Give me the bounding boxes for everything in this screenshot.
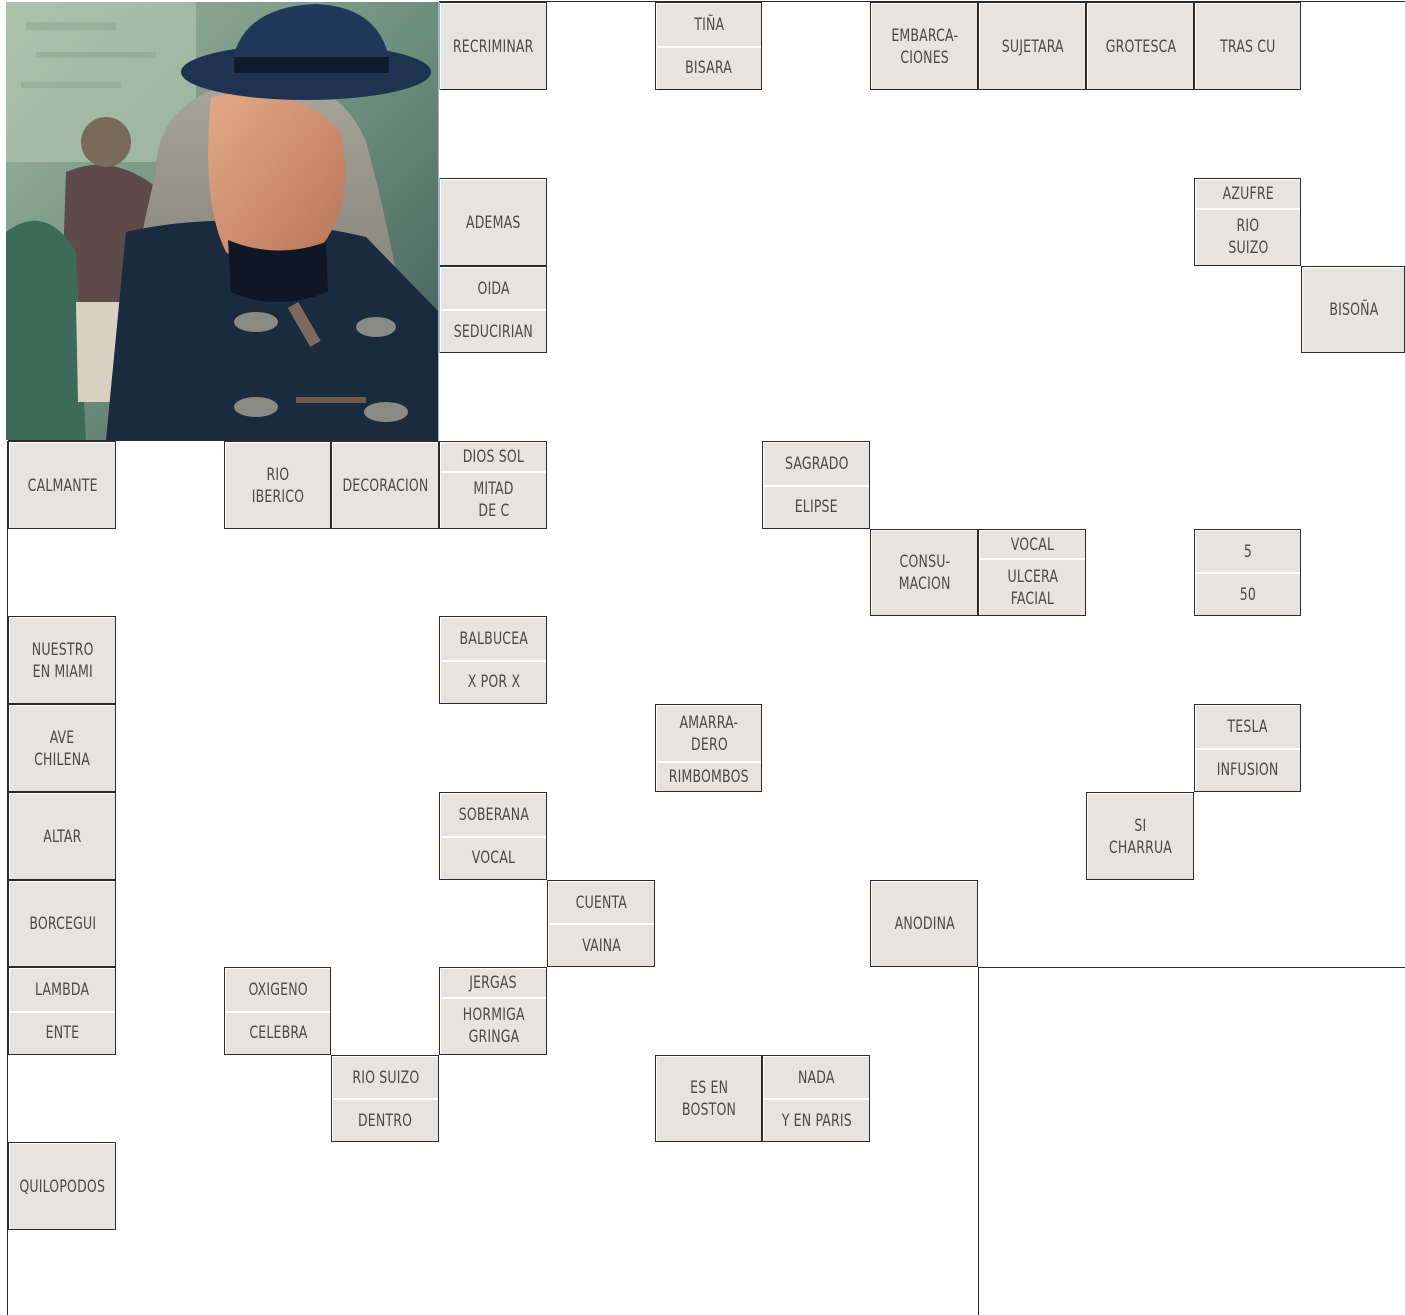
clue-text: OIDA (477, 278, 510, 299)
clue-text: DERO (690, 734, 728, 755)
clue-text: VOCAL (471, 848, 516, 869)
answer-cell[interactable] (116, 1142, 224, 1230)
clue-cell (1088, 4, 1193, 89)
clue-cell (1196, 706, 1300, 791)
clue-cell (657, 706, 761, 791)
clue-cell (441, 4, 546, 89)
clue-definition (10, 1144, 115, 1229)
clue-definition (333, 1057, 438, 1100)
answer-cell[interactable] (331, 529, 439, 616)
clue-text: JERGAS (469, 972, 518, 993)
clue-definition (226, 1013, 330, 1055)
clue-definition (441, 311, 546, 352)
clue-text: EMBARCA- (891, 25, 958, 46)
answer-cell[interactable] (547, 441, 655, 529)
clue-text: AVE (50, 727, 75, 748)
clue-text: GROTESCA (1105, 36, 1176, 57)
answer-cell[interactable] (1086, 353, 1194, 441)
answer-cell[interactable] (331, 616, 439, 704)
clue-text: EN MIAMI (32, 661, 93, 682)
clue-text: BISOÑA (1328, 300, 1379, 320)
answer-cell[interactable] (116, 704, 224, 792)
clue-cell (872, 531, 977, 615)
clue-text: ANODINA (894, 914, 955, 934)
clue-definition (10, 969, 115, 1013)
clue-text: ADEMAS (466, 212, 521, 233)
clue-cell (10, 882, 115, 966)
answer-cell[interactable] (331, 792, 439, 880)
answer-cell[interactable] (1086, 441, 1194, 529)
answer-cell[interactable] (870, 90, 978, 178)
clue-cell (980, 4, 1085, 89)
answer-cell[interactable] (224, 1142, 331, 1230)
answer-cell[interactable] (655, 266, 762, 353)
clue-definition (441, 838, 546, 880)
answer-cell[interactable] (1086, 704, 1194, 792)
clue-text: QUILOPODOS (19, 1176, 106, 1197)
answer-cell[interactable] (1086, 266, 1194, 353)
clue-text: RIO SUIZO (351, 1067, 420, 1088)
answer-cell[interactable] (331, 1142, 439, 1230)
clue-cell (1196, 531, 1300, 615)
clue-text: DECORACION (342, 475, 429, 496)
clue-definition (657, 48, 761, 90)
answer-cell[interactable] (224, 616, 331, 704)
clue-text: DIOS SOL (462, 446, 525, 467)
answer-cell[interactable] (1086, 616, 1194, 704)
clue-cell (10, 969, 115, 1054)
clue-text: INFUSION (1217, 760, 1279, 781)
answer-cell[interactable] (224, 1055, 331, 1142)
answer-cell[interactable] (1194, 441, 1301, 529)
answer-cell[interactable] (439, 1142, 547, 1230)
answer-cell[interactable] (655, 441, 762, 529)
clue-text: RIMBOMBOS (669, 767, 749, 788)
clue-text: ENTE (45, 1023, 80, 1044)
answer-cell[interactable] (439, 90, 547, 178)
answer-cell[interactable] (224, 704, 331, 792)
answer-cell[interactable] (655, 1142, 762, 1230)
answer-cell[interactable] (655, 880, 762, 967)
answer-cell[interactable] (224, 880, 331, 967)
answer-cell[interactable] (762, 529, 870, 616)
clue-definition (226, 969, 330, 1013)
clue-text: LAMBDA (35, 979, 90, 1000)
clue-definition (764, 1057, 869, 1100)
clue-text: BALBUCEA (459, 628, 528, 649)
clue-text: DE C (478, 501, 509, 522)
answer-cell[interactable] (547, 704, 655, 792)
clue-definition (657, 706, 761, 763)
answer-cell[interactable] (978, 880, 1086, 967)
clue-text: IBERICO (251, 486, 305, 507)
clue-cell (441, 180, 546, 265)
answer-cell[interactable] (870, 1142, 978, 1230)
answer-cell[interactable] (762, 616, 870, 704)
clue-definition (657, 763, 761, 791)
answer-cell[interactable] (439, 353, 547, 441)
clue-cell (10, 1144, 115, 1229)
clue-definition (226, 443, 330, 528)
answer-cell[interactable] (870, 704, 978, 792)
answer-cell[interactable] (116, 1230, 224, 1315)
clue-text: GRINGA (468, 1027, 519, 1048)
answer-cell[interactable] (655, 616, 762, 704)
clue-text: SOBERANA (458, 804, 529, 825)
clue-text: SEDUCIRIAN (453, 321, 534, 342)
answer-cell[interactable] (762, 353, 870, 441)
clue-cell (10, 794, 115, 879)
answer-cell[interactable] (116, 616, 224, 704)
answer-cell[interactable] (1301, 178, 1405, 266)
clue-cell (333, 443, 438, 528)
clue-cell (872, 4, 977, 89)
clue-definition (333, 1100, 438, 1141)
clue-definition (1196, 574, 1300, 615)
clue-cell (10, 443, 115, 528)
clue-cell (226, 969, 330, 1054)
answer-cell[interactable] (8, 1055, 116, 1142)
answer-cell[interactable] (439, 1230, 547, 1315)
answer-cell[interactable] (655, 792, 762, 880)
answer-cell[interactable] (1194, 616, 1301, 704)
answer-cell[interactable] (870, 441, 978, 529)
clue-text: CALMANTE (27, 475, 98, 496)
clue-definition (333, 443, 438, 528)
clue-text: TESLA (1227, 716, 1269, 737)
clue-text: NUESTRO (31, 639, 94, 660)
clue-cell (10, 706, 115, 791)
clue-definition (1196, 750, 1300, 792)
clue-definition (980, 560, 1085, 615)
answer-cell[interactable] (439, 1055, 547, 1142)
answer-cell[interactable] (762, 2, 870, 90)
answer-cell[interactable] (1301, 704, 1405, 792)
answer-cell[interactable] (116, 792, 224, 880)
clue-text: SAGRADO (784, 453, 849, 474)
answer-cell[interactable] (978, 353, 1086, 441)
clue-cell (657, 4, 761, 89)
answer-cell[interactable] (1301, 529, 1405, 616)
clue-definition (1196, 4, 1300, 89)
answer-cell[interactable] (1194, 792, 1301, 880)
answer-cell[interactable] (762, 792, 870, 880)
clue-cell (10, 618, 115, 703)
clue-text: CUENTA (575, 892, 628, 913)
clue-definition (657, 4, 761, 48)
clue-text: ULCERA (1007, 566, 1058, 587)
clue-text: TRAS CU (1220, 36, 1276, 57)
answer-cell[interactable] (870, 1230, 978, 1315)
clue-text: SUJETARA (1001, 36, 1064, 57)
clue-definition (549, 882, 654, 925)
answer-cell[interactable] (762, 1230, 870, 1315)
clue-cell (441, 969, 546, 1054)
clue-definition (10, 1013, 115, 1055)
answer-cell[interactable] (762, 266, 870, 353)
clue-definition (1088, 4, 1193, 89)
answer-cell[interactable] (116, 1055, 224, 1142)
clue-definition (549, 925, 654, 966)
clue-text: 5 (1243, 541, 1253, 562)
clue-text: Y EN PARIS (781, 1110, 852, 1131)
clue-definition (441, 969, 546, 999)
clue-text: DENTRO (358, 1110, 413, 1131)
clue-definition (872, 531, 977, 615)
clue-text: BISARA (685, 58, 733, 79)
clue-text: SI (1134, 815, 1147, 836)
answer-cell[interactable] (116, 529, 224, 616)
answer-cell[interactable] (439, 704, 547, 792)
clue-text: CHILENA (34, 749, 91, 770)
answer-cell[interactable] (978, 266, 1086, 353)
clue-cell (980, 531, 1085, 615)
clue-definition (657, 1057, 761, 1141)
clue-text: FACIAL (1010, 588, 1055, 609)
clue-text: VAINA (582, 935, 621, 956)
answer-cell[interactable] (116, 967, 224, 1055)
answer-cell[interactable] (547, 1142, 655, 1230)
answer-cell[interactable] (547, 616, 655, 704)
clue-text: RIO (266, 464, 290, 485)
clue-definition (10, 443, 115, 528)
answer-cell[interactable] (547, 2, 655, 90)
clue-definition (441, 443, 546, 473)
clue-cell (333, 1057, 438, 1141)
clue-definition (441, 4, 546, 89)
answer-cell[interactable] (655, 178, 762, 266)
clue-definition (441, 473, 546, 528)
answer-cell[interactable] (8, 529, 116, 616)
answer-cell[interactable] (1086, 880, 1194, 967)
clue-cell (441, 268, 546, 352)
answer-cell[interactable] (978, 441, 1086, 529)
answer-cell[interactable] (655, 353, 762, 441)
clue-cell (764, 443, 869, 528)
clue-text: MACION (898, 574, 951, 594)
clue-text: AMARRA- (679, 712, 739, 733)
answer-cell[interactable] (1301, 2, 1405, 90)
clue-text: BORCEGUI (29, 914, 96, 934)
answer-cell[interactable] (8, 1230, 116, 1315)
answer-cell[interactable] (331, 967, 439, 1055)
answer-cell[interactable] (439, 529, 547, 616)
answer-cell[interactable] (1194, 90, 1301, 178)
clue-text: ELIPSE (794, 497, 839, 518)
answer-cell[interactable] (870, 353, 978, 441)
answer-cell[interactable] (1194, 266, 1301, 353)
answer-cell[interactable] (870, 178, 978, 266)
clue-definition (872, 4, 977, 89)
clue-text: TIÑA (694, 14, 724, 35)
clue-text: BOSTON (681, 1100, 737, 1120)
clue-text: X POR X (467, 672, 520, 693)
clue-text: AZUFRE (1222, 183, 1274, 204)
clue-definition (1196, 531, 1300, 574)
clue-definition (1196, 210, 1300, 265)
answer-cell[interactable] (331, 1230, 439, 1315)
clue-definition (764, 487, 869, 529)
answer-cell[interactable] (1086, 90, 1194, 178)
clue-text: HORMIGA (462, 1005, 525, 1026)
answer-cell[interactable] (1301, 90, 1405, 178)
answer-cell[interactable] (870, 967, 978, 1055)
answer-cell[interactable] (224, 529, 331, 616)
answer-cell[interactable] (655, 967, 762, 1055)
answer-cell[interactable] (547, 792, 655, 880)
answer-cell[interactable] (547, 178, 655, 266)
answer-cell[interactable] (978, 178, 1086, 266)
answer-cell[interactable] (762, 1142, 870, 1230)
answer-cell[interactable] (1086, 178, 1194, 266)
answer-cell[interactable] (978, 616, 1086, 704)
answer-cell[interactable] (762, 178, 870, 266)
clue-text: VOCAL (1010, 534, 1055, 555)
clue-cell (441, 443, 546, 528)
clue-definition (441, 268, 546, 311)
answer-cell[interactable] (224, 1230, 331, 1315)
clue-definition (764, 443, 869, 487)
answer-cell[interactable] (1301, 792, 1405, 880)
clue-text: MITAD (473, 479, 514, 500)
answer-cell[interactable] (978, 704, 1086, 792)
clue-definition (1303, 268, 1404, 352)
answer-cell[interactable] (655, 1230, 762, 1315)
answer-cell[interactable] (762, 704, 870, 792)
clue-text: CHARRUA (1108, 837, 1173, 858)
clue-definition (10, 794, 115, 879)
answer-cell[interactable] (1086, 529, 1194, 616)
clue-text: CONSU- (899, 552, 950, 572)
answer-cell[interactable] (547, 967, 655, 1055)
clue-text: RIO (1236, 216, 1260, 237)
clue-cell (872, 882, 977, 966)
clue-definition (10, 618, 115, 703)
clue-definition (1196, 180, 1300, 210)
clue-text: CIONES (900, 47, 949, 68)
clue-definition (10, 882, 115, 966)
clue-definition (1088, 794, 1193, 879)
clue-text: NADA (798, 1067, 835, 1088)
answer-cell[interactable] (331, 704, 439, 792)
clue-cell (657, 1057, 761, 1141)
clue-cell (1196, 4, 1300, 89)
clue-definition (980, 4, 1085, 89)
clue-text: ES EN (689, 1078, 729, 1098)
answer-cell[interactable] (1301, 441, 1405, 529)
answer-cell[interactable] (870, 616, 978, 704)
answer-cell[interactable] (439, 880, 547, 967)
answer-cell[interactable] (655, 90, 762, 178)
clue-definition (980, 531, 1085, 560)
answer-cell[interactable] (1301, 616, 1405, 704)
clue-cell (1088, 794, 1193, 879)
answer-cell[interactable] (547, 1230, 655, 1315)
clue-cell (1303, 268, 1404, 352)
clue-text: CELEBRA (248, 1023, 308, 1044)
clue-definition (872, 882, 977, 966)
answer-cell[interactable] (978, 90, 1086, 178)
answer-cell[interactable] (547, 353, 655, 441)
answer-cell[interactable] (870, 266, 978, 353)
clue-definition (441, 180, 546, 265)
answer-cell[interactable] (547, 529, 655, 616)
answer-cell[interactable] (762, 967, 870, 1055)
clue-text: ALTAR (43, 826, 82, 847)
answer-cell[interactable] (331, 880, 439, 967)
answer-cell[interactable] (870, 1055, 978, 1142)
clue-text: OXIGENO (248, 979, 308, 1000)
answer-cell[interactable] (1194, 880, 1301, 967)
answer-cell[interactable] (762, 880, 870, 967)
answer-cell[interactable] (116, 441, 224, 529)
clue-cell (441, 618, 546, 703)
clue-text: RECRIMINAR (453, 36, 534, 57)
answer-cell[interactable] (870, 792, 978, 880)
clue-cell (226, 443, 330, 528)
clue-definition (1196, 706, 1300, 750)
clue-cell (764, 1057, 869, 1141)
answer-cell[interactable] (547, 1055, 655, 1142)
clue-definition (441, 662, 546, 704)
answer-cell[interactable] (224, 792, 331, 880)
clue-definition (764, 1100, 869, 1141)
answer-cell[interactable] (116, 880, 224, 967)
answer-cell[interactable] (1301, 880, 1405, 967)
clue-cell (1196, 180, 1300, 265)
answer-cell[interactable] (1194, 353, 1301, 441)
answer-cell[interactable] (547, 266, 655, 353)
clue-text: 50 (1239, 584, 1257, 605)
clue-text: SUIZO (1227, 238, 1269, 259)
clue-definition (441, 794, 546, 838)
answer-cell[interactable] (655, 529, 762, 616)
answer-cell[interactable] (547, 90, 655, 178)
clue-definition (10, 706, 115, 791)
clue-cell (441, 794, 546, 879)
answer-cell[interactable] (762, 90, 870, 178)
answer-cell[interactable] (978, 792, 1086, 880)
answer-cell[interactable] (1301, 353, 1405, 441)
clue-definition (441, 618, 546, 662)
clue-definition (441, 999, 546, 1054)
clue-cell (549, 882, 654, 966)
